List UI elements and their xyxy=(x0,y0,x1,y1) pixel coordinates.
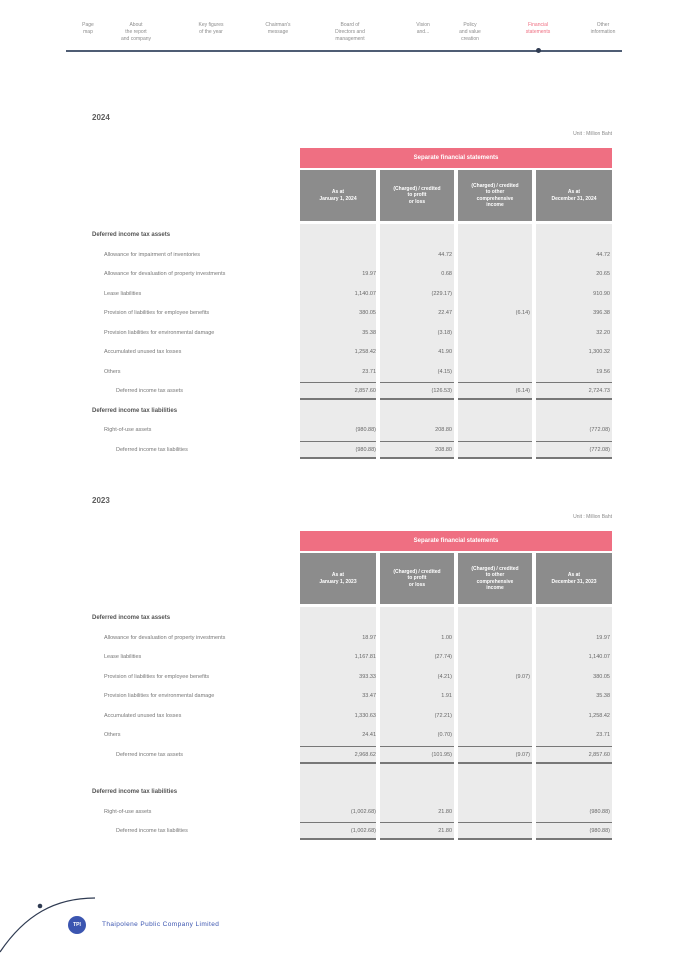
table-cell: 1,330.63 xyxy=(354,712,376,719)
total-rule xyxy=(458,746,532,747)
double-rule xyxy=(536,762,612,764)
row-label: Right-of-use assets xyxy=(104,427,152,433)
total-rule xyxy=(380,382,454,383)
column-shade xyxy=(300,224,376,459)
table-cell: 393.33 xyxy=(359,673,376,680)
total-rule xyxy=(458,441,532,442)
double-rule xyxy=(380,457,454,459)
row-label: Allowance for devaluation of property investments xyxy=(104,634,226,641)
table-cell: 380.05 xyxy=(593,673,610,680)
row-label: Others xyxy=(104,368,121,375)
row-label: Accumulated unused tax losses xyxy=(104,712,182,719)
table-cell: (980.88) xyxy=(589,828,610,834)
table-cell: (229.17) xyxy=(431,290,452,297)
row-label: Deferred income tax liabilities xyxy=(116,446,188,453)
double-rule xyxy=(458,838,532,840)
company-name: Thaipolene Public Company Limited xyxy=(102,921,220,928)
table-cell: (980.88) xyxy=(355,446,376,453)
total-rule xyxy=(300,382,376,383)
double-rule xyxy=(300,838,376,840)
table-cell: (3.18) xyxy=(437,329,452,336)
company-logo: TPI xyxy=(68,916,86,934)
total-rule xyxy=(536,382,612,383)
double-rule xyxy=(536,457,612,459)
total-rule xyxy=(380,746,454,747)
column-header: (Charged) / credited to other comprehensive income xyxy=(458,170,532,221)
table-cell: (772.08) xyxy=(589,427,610,433)
row-label: Provision of liabilities for employee benefits xyxy=(104,310,210,316)
table-cell: 380.05 xyxy=(359,310,376,316)
nav-item[interactable]: Page map xyxy=(82,22,94,35)
table-cell: (6.14) xyxy=(515,310,530,316)
table-cell: 23.71 xyxy=(362,368,376,375)
table-cell: 1,258.42 xyxy=(354,349,376,355)
table-cell: 22.47 xyxy=(438,310,452,316)
total-rule xyxy=(380,822,454,823)
table-cell: 1,167.81 xyxy=(354,654,376,660)
row-label: Deferred income tax assets xyxy=(116,751,183,758)
column-header: As at January 1, 2023 xyxy=(300,553,376,604)
column-header: As at January 1, 2024 xyxy=(300,170,376,221)
column-header: (Charged) / credited to other comprehensive income xyxy=(458,553,532,604)
column-shade xyxy=(300,607,376,840)
column-header: As at December 31, 2023 xyxy=(536,553,612,604)
row-label: Provision liabilities for environmental damage xyxy=(104,329,215,336)
table-cell: (9.07) xyxy=(515,673,530,680)
section-title: Deferred income tax assets xyxy=(92,615,171,621)
table-cell: 19.97 xyxy=(362,271,376,277)
table-cell: 2,968.62 xyxy=(354,751,376,758)
table-cell: 35.38 xyxy=(596,693,610,699)
table-cell: 19.97 xyxy=(596,634,610,641)
row-label: Others xyxy=(104,732,121,738)
total-rule xyxy=(458,382,532,383)
table-cell: 1,300.32 xyxy=(588,349,610,355)
table-cell: (4.15) xyxy=(437,368,452,375)
column-header: (Charged) / credited to profit or loss xyxy=(380,170,454,221)
total-rule xyxy=(536,822,612,823)
double-rule xyxy=(458,457,532,459)
table-cell: 41.90 xyxy=(438,349,452,355)
double-rule xyxy=(380,838,454,840)
row-label: Accumulated unused tax losses xyxy=(104,349,182,355)
table-cell: 32.20 xyxy=(596,329,610,336)
row-label: Lease liabilities xyxy=(104,654,142,660)
column-shade xyxy=(458,224,532,459)
total-rule xyxy=(300,441,376,442)
table-cell: 910.90 xyxy=(593,290,610,297)
table-cell: 2,857.60 xyxy=(588,751,610,758)
row-label: Deferred income tax assets xyxy=(116,388,183,394)
table-cell: 208.80 xyxy=(435,427,452,433)
nav-item[interactable]: Policy and value creation xyxy=(459,22,481,42)
table-cell: (4.21) xyxy=(437,673,452,680)
table-cell: (980.88) xyxy=(589,808,610,815)
table-cell: (126.53) xyxy=(431,388,452,394)
table-cell: 44.72 xyxy=(596,251,610,258)
table-cell: 0.68 xyxy=(441,271,452,277)
table-cell: 24.41 xyxy=(362,732,376,738)
column-header: As at December 31, 2024 xyxy=(536,170,612,221)
nav-item[interactable]: Financial statements xyxy=(525,22,551,35)
nav-item[interactable]: Key figures of the year xyxy=(198,22,224,35)
table-cell: 1.00 xyxy=(441,634,452,641)
column-shade xyxy=(458,607,532,840)
row-label: Provision liabilities for environmental damage xyxy=(104,693,215,699)
row-label: Right-of-use assets xyxy=(104,808,152,815)
table-cell: (9.07) xyxy=(515,751,530,758)
column-shade xyxy=(380,607,454,840)
nav-item[interactable]: Board of Directors and management xyxy=(335,22,365,42)
double-rule xyxy=(300,762,376,764)
nav-current-marker xyxy=(536,48,541,53)
total-rule xyxy=(300,746,376,747)
nav-item[interactable]: Chairman's message xyxy=(265,22,291,35)
column-header: (Charged) / credited to profit or loss xyxy=(380,553,454,604)
group-header: Separate financial statements xyxy=(300,531,612,551)
row-label: Deferred income tax liabilities xyxy=(116,828,188,834)
section-title: Deferred income tax assets xyxy=(92,232,171,238)
table-cell: (6.14) xyxy=(515,388,530,394)
double-rule xyxy=(380,398,454,400)
total-rule xyxy=(536,441,612,442)
total-rule xyxy=(458,822,532,823)
table-cell: 21.80 xyxy=(438,828,452,834)
table-cell: 2,857.60 xyxy=(354,388,376,394)
row-label: Allowance for devaluation of property investments xyxy=(104,271,226,277)
nav-item[interactable]: Other information xyxy=(590,22,616,35)
table-cell: (72.21) xyxy=(434,712,452,719)
nav-item[interactable]: Vision and... xyxy=(416,22,430,35)
double-rule xyxy=(300,457,376,459)
table-cell: 1.91 xyxy=(441,693,452,699)
unit-label: Unit : Million Baht xyxy=(573,131,612,137)
table-cell: 19.56 xyxy=(596,368,610,375)
table-cell: (101.95) xyxy=(431,751,452,758)
total-rule xyxy=(380,441,454,442)
section-title: Deferred income tax liabilities xyxy=(92,789,178,795)
table-cell: 21.80 xyxy=(438,808,452,815)
table-cell: 23.71 xyxy=(596,732,610,738)
row-label: Provision of liabilities for employee benefits xyxy=(104,673,210,680)
table-cell: 44.72 xyxy=(438,251,452,258)
double-rule xyxy=(458,762,532,764)
double-rule xyxy=(458,398,532,400)
table-cell: 33.47 xyxy=(362,693,376,699)
double-rule xyxy=(380,762,454,764)
table-cell: 35.38 xyxy=(362,329,376,336)
row-label: Allowance for impairment of inventories xyxy=(104,251,200,258)
section-year: 2023 xyxy=(92,496,110,505)
section-title: Deferred income tax liabilities xyxy=(92,407,178,414)
table-cell: (1,002.68) xyxy=(350,828,376,834)
table-cell: 18.97 xyxy=(362,634,376,641)
table-cell: 1,258.42 xyxy=(588,712,610,719)
table-cell: 20.65 xyxy=(596,271,610,277)
table-cell: 1,140.07 xyxy=(354,290,376,297)
double-rule xyxy=(300,398,376,400)
table-cell: (772.08) xyxy=(589,446,610,453)
double-rule xyxy=(536,838,612,840)
double-rule xyxy=(536,398,612,400)
total-rule xyxy=(300,822,376,823)
table-cell: (1,002.68) xyxy=(350,808,376,815)
column-shade xyxy=(536,607,612,840)
nav-item[interactable]: About the report and company xyxy=(120,22,152,42)
group-header: Separate financial statements xyxy=(300,148,612,168)
unit-label: Unit : Million Baht xyxy=(573,514,612,520)
section-year: 2024 xyxy=(92,113,110,122)
table-cell: 2,724.73 xyxy=(588,388,610,394)
table-cell: 208.80 xyxy=(435,446,452,453)
total-rule xyxy=(536,746,612,747)
table-cell: 1,140.07 xyxy=(588,654,610,660)
column-shade xyxy=(380,224,454,459)
table-cell: (980.88) xyxy=(355,427,376,433)
table-cell: (0.70) xyxy=(437,732,452,738)
row-label: Lease liabilities xyxy=(104,290,142,297)
column-shade xyxy=(536,224,612,459)
table-cell: (27.74) xyxy=(434,654,452,660)
table-cell: 396.38 xyxy=(593,310,610,316)
